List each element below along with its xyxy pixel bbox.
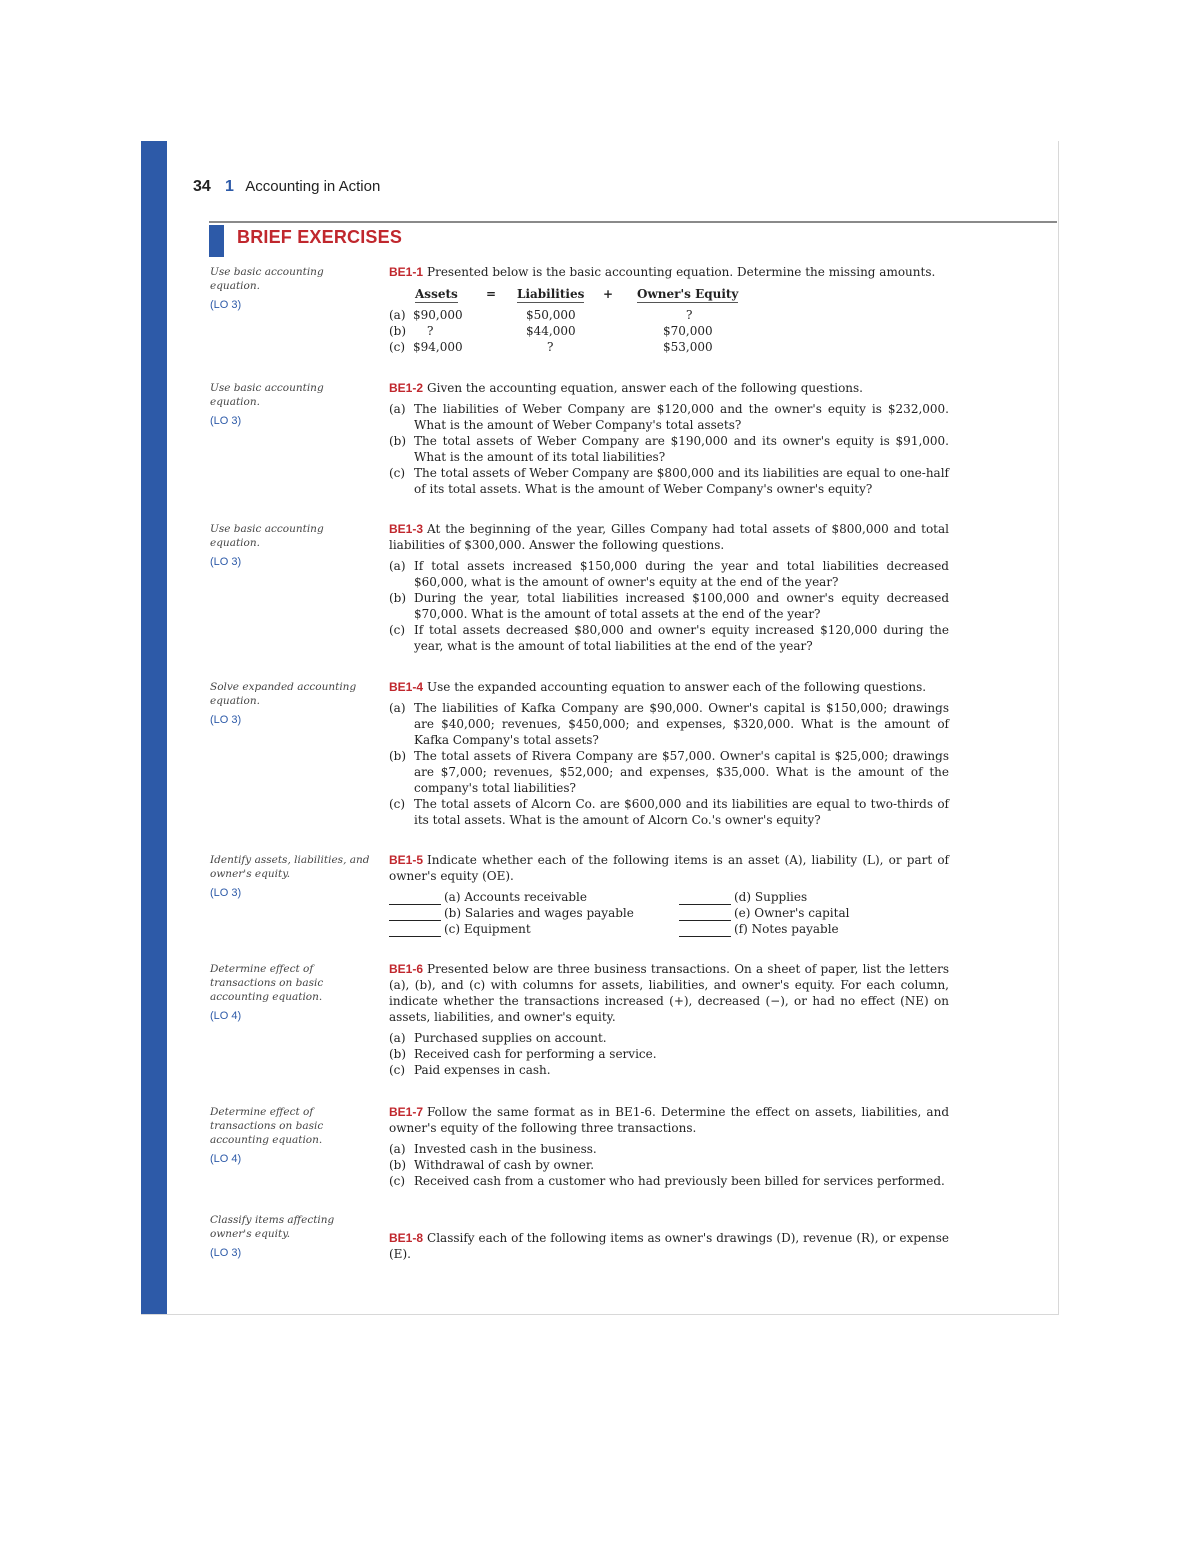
list-item <box>389 1062 949 1078</box>
cell-assets: $90,000 <box>413 308 463 322</box>
item-text: Invested cash in the business. <box>414 1142 597 1156</box>
item-letter: (b) <box>389 591 407 605</box>
exercise-id: BE1-2 <box>389 381 424 395</box>
margin-note-be1-6 <box>210 962 370 1023</box>
list-item <box>389 796 949 828</box>
answer-blank[interactable] <box>389 908 441 921</box>
blank-item <box>679 905 849 921</box>
exercise-id: BE1-6 <box>389 962 424 976</box>
accounting-equation-table <box>389 286 949 356</box>
item-letter: (b) <box>444 906 462 920</box>
list-item <box>389 465 949 497</box>
exercise-id: BE1-5 <box>389 853 424 867</box>
list-item <box>389 1141 949 1157</box>
blank-item <box>389 921 531 937</box>
item-letter: (a) <box>444 890 461 904</box>
item-text: The total assets of Weber Company are $190,000 and its owner's equity is $91,000. What is the amount of its total liabilities? <box>414 434 949 464</box>
header-equals: = <box>486 287 497 301</box>
list-item <box>389 558 949 590</box>
exercise-be1-6 <box>389 961 949 1078</box>
margin-note-text: Use basic accounting equation. <box>210 382 324 408</box>
section-marker-block <box>209 225 224 257</box>
exercise-id: BE1-4 <box>389 680 424 694</box>
margin-note-text: Use basic accounting equation. <box>210 266 324 292</box>
exercise-prompt: Follow the same format as in BE1-6. Determine the effect on assets, liabilities, and owner's equity of the following three transactions. <box>389 1105 949 1135</box>
header-rule <box>209 221 1057 223</box>
margin-note-text: Classify items affecting owner's equity. <box>210 1214 335 1240</box>
classification-blanks <box>389 889 949 941</box>
item-text: The total assets of Weber Company are $800,000 and its liabilities are equal to one-half of its total assets. What is the amount of Weber Company's owner's equity? <box>414 466 949 496</box>
learning-objective: (LO 3) <box>210 887 242 899</box>
margin-note-text: Solve expanded accounting equation. <box>210 681 357 707</box>
exercise-be1-2 <box>389 380 949 497</box>
margin-note-be1-2 <box>210 381 370 428</box>
exercise-id: BE1-7 <box>389 1105 424 1119</box>
exercise-prompt: Indicate whether each of the following items is an asset (A), liability (L), or part of owner's equity (OE). <box>389 853 949 883</box>
answer-blank[interactable] <box>389 892 441 905</box>
page-edge-color-bar <box>141 141 167 1314</box>
item-letter: (a) <box>389 559 406 573</box>
item-letter: (b) <box>389 749 407 763</box>
item-letter: (e) <box>734 906 751 920</box>
item-text: Purchased supplies on account. <box>414 1031 607 1045</box>
learning-objective: (LO 4) <box>210 1153 242 1165</box>
blank-item <box>679 921 839 937</box>
cell-equity: $70,000 <box>663 324 713 338</box>
item-letter: (c) <box>444 922 461 936</box>
item-letter: (f) <box>734 922 748 936</box>
blank-item <box>679 889 807 905</box>
margin-note-be1-4 <box>210 680 370 727</box>
item-text: Withdrawal of cash by owner. <box>414 1158 595 1172</box>
exercise-prompt: Use the expanded accounting equation to answer each of the following questions. <box>427 680 927 694</box>
header-owners-equity: Owner's Equity <box>637 287 739 301</box>
exercise-be1-3 <box>389 521 949 654</box>
row-label: (c) <box>389 340 406 354</box>
item-letter: (d) <box>734 890 752 904</box>
list-item <box>389 433 949 465</box>
margin-note-be1-8 <box>210 1213 370 1260</box>
item-letter: (b) <box>389 434 407 448</box>
item-letter: (a) <box>389 701 406 715</box>
item-letter: (b) <box>389 1047 407 1061</box>
item-text: The liabilities of Kafka Company are $90,000. Owner's capital is $150,000; drawings are $40,000; revenues, $450,000; and expenses, $320,000. What is the amount of Kafka Company's total assets? <box>414 701 949 747</box>
item-text: Accounts receivable <box>464 890 587 904</box>
exercise-id: BE1-1 <box>389 265 424 279</box>
cell-liabilities: $50,000 <box>526 308 576 322</box>
margin-note-text: Determine effect of transactions on basic accounting equation. <box>210 1106 324 1146</box>
learning-objective: (LO 3) <box>210 556 242 568</box>
item-letter: (c) <box>389 797 406 811</box>
margin-note-be1-3 <box>210 522 370 569</box>
list-item <box>389 590 949 622</box>
margin-note-be1-7 <box>210 1105 370 1166</box>
list-item <box>389 748 949 796</box>
margin-note-text: Use basic accounting equation. <box>210 523 324 549</box>
exercise-prompt: Classify each of the following items as owner's drawings (D), revenue (R), or expense (E). <box>389 1231 949 1261</box>
item-letter: (c) <box>389 466 406 480</box>
exercise-be1-5 <box>389 852 949 941</box>
cell-liabilities: $44,000 <box>526 324 576 338</box>
item-text: If total assets decreased $80,000 and owner's equity increased $120,000 during the year, what is the amount of total liabilities at the end of the year? <box>414 623 949 653</box>
cell-liabilities: ? <box>547 340 554 354</box>
list-item <box>389 1157 949 1173</box>
margin-note-be1-1 <box>210 265 370 312</box>
running-header <box>193 178 380 196</box>
row-label: (a) <box>389 308 406 322</box>
exercise-be1-7 <box>389 1104 949 1189</box>
margin-note-text: Determine effect of transactions on basic accounting equation. <box>210 963 324 1003</box>
item-text: Notes payable <box>751 922 839 936</box>
margin-note-text: Identify assets, liabilities, and owner's equity. <box>210 854 370 880</box>
learning-objective: (LO 3) <box>210 299 242 311</box>
item-text: Salaries and wages payable <box>464 906 634 920</box>
item-text: Supplies <box>754 890 808 904</box>
header-assets: Assets <box>415 287 458 301</box>
cell-equity: ? <box>686 308 693 322</box>
item-letter: (c) <box>389 1063 406 1077</box>
margin-note-be1-5 <box>210 853 370 900</box>
item-text: Equipment <box>463 922 531 936</box>
learning-objective: (LO 3) <box>210 714 242 726</box>
blank-item <box>389 905 634 921</box>
exercise-prompt: Presented below are three business transactions. On a sheet of paper, list the letters (a), (b), and (c) with columns for assets, liabilities, and owner's equity. For each column, indicate whether the transactions increased (+), decreased (−), or had no effect (NE) on assets, liabilities, and owner's equity. <box>389 962 949 1024</box>
item-letter: (a) <box>389 1142 406 1156</box>
item-letter: (c) <box>389 623 406 637</box>
exercise-prompt: At the beginning of the year, Gilles Company had total assets of $800,000 and total liabilities of $300,000. Answer the following questions. <box>389 522 949 552</box>
item-letter: (a) <box>389 1031 406 1045</box>
item-letter: (c) <box>389 1174 406 1188</box>
answer-blank[interactable] <box>679 892 731 905</box>
cell-assets: ? <box>427 324 434 338</box>
answer-blank[interactable] <box>679 924 731 937</box>
answer-blank[interactable] <box>389 924 441 937</box>
exercise-be1-1 <box>389 264 949 356</box>
list-item <box>389 700 949 748</box>
item-text: The total assets of Rivera Company are $57,000. Owner's capital is $25,000; drawings are $7,000; revenues, $52,000; and expenses, $35,000. What is the amount of the company's total liabilities? <box>414 749 949 795</box>
list-item <box>389 622 949 654</box>
item-letter: (b) <box>389 1158 407 1172</box>
item-text: The liabilities of Weber Company are $120,000 and the owner's equity is $232,000. What is the amount of Weber Company's total assets? <box>414 402 949 432</box>
exercise-id: BE1-3 <box>389 522 424 536</box>
item-text: If total assets increased $150,000 during the year and total liabilities decreased $60,000, what is the amount of owner's equity at the end of the year? <box>414 559 949 589</box>
learning-objective: (LO 3) <box>210 1247 242 1259</box>
list-item <box>389 401 949 433</box>
header-plus: + <box>603 287 614 301</box>
chapter-number: 1 <box>224 178 234 195</box>
blank-item <box>389 889 587 905</box>
list-item <box>389 1030 949 1046</box>
cell-equity: $53,000 <box>663 340 713 354</box>
exercise-be1-4 <box>389 679 949 828</box>
answer-blank[interactable] <box>679 908 731 921</box>
item-text: Received cash for performing a service. <box>414 1047 657 1061</box>
list-item <box>389 1046 949 1062</box>
list-item <box>389 1173 949 1189</box>
item-text: During the year, total liabilities increased $100,000 and owner's equity decreased $70,000. What is the amount of total assets at the end of the year? <box>414 591 949 621</box>
item-text: Owner's capital <box>754 906 850 920</box>
item-text: The total assets of Alcorn Co. are $600,000 and its liabilities are equal to two-thirds of its total assets. What is the amount of Alcorn Co.'s owner's equity? <box>414 797 949 827</box>
exercise-be1-8 <box>389 1230 949 1262</box>
chapter-title: Accounting in Action <box>245 178 381 195</box>
page-number: 34 <box>193 178 211 195</box>
learning-objective: (LO 4) <box>210 1010 242 1022</box>
row-label: (b) <box>389 324 407 338</box>
header-liabilities: Liabilities <box>517 287 585 301</box>
item-letter: (a) <box>389 402 406 416</box>
section-title: BRIEF EXERCISES <box>237 227 403 247</box>
item-text: Paid expenses in cash. <box>414 1063 551 1077</box>
learning-objective: (LO 3) <box>210 415 242 427</box>
exercise-prompt: Given the accounting equation, answer each of the following questions. <box>427 381 863 395</box>
item-text: Received cash from a customer who had previously been billed for services performed. <box>414 1174 945 1188</box>
exercise-prompt: Presented below is the basic accounting equation. Determine the missing amounts. <box>427 265 936 279</box>
exercise-id: BE1-8 <box>389 1231 424 1245</box>
cell-assets: $94,000 <box>413 340 463 354</box>
